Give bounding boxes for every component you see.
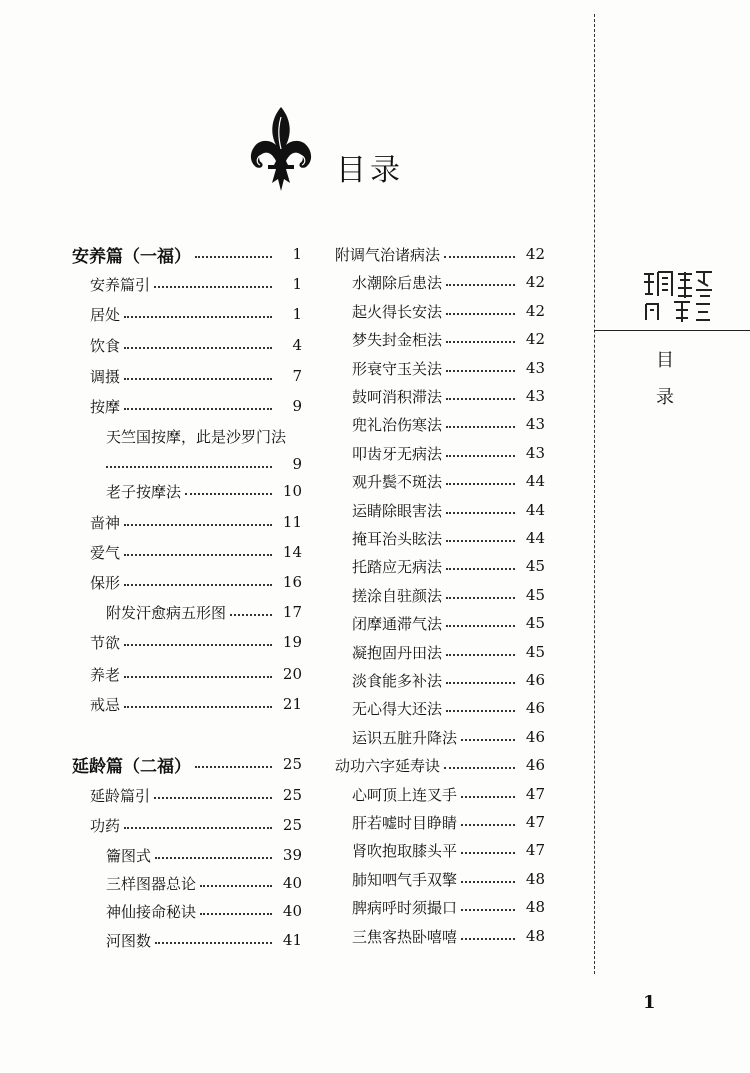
toc-entry-label: 三样图器总论 [106,874,197,893]
toc-page-number: 17 [282,603,302,621]
leader-dots [124,554,272,556]
toc-entry[interactable] [352,469,545,493]
toc-entry[interactable] [90,272,302,296]
leader-dots [195,766,272,768]
toc-entry[interactable] [352,441,545,465]
toc-entry[interactable] [90,813,302,837]
leader-dots [124,827,272,829]
toc-entry[interactable] [90,394,302,418]
toc-entry-label: 淡食能多补法 [352,671,443,690]
toc-entry[interactable] [90,333,302,357]
toc-page-number: 42 [525,302,545,320]
side-tab-char-1: 目 [656,350,674,371]
leader-dots [446,341,515,343]
toc-entry-label: 叩齿牙无病法 [352,444,443,463]
leader-dots [444,767,515,769]
leader-dots [154,286,272,288]
toc-entry-label: 鼓呵消积滞法 [352,387,443,406]
toc-entry[interactable] [90,630,302,654]
toc-entry-label: 安养篇（一福） [72,246,191,267]
toc-entry-label: 养老 [90,665,121,684]
toc-entry[interactable] [352,725,545,749]
toc-entry[interactable] [106,899,302,923]
toc-entry[interactable] [352,867,545,891]
toc-page-number: 47 [525,813,545,831]
leader-dots [446,398,515,400]
toc-entry[interactable] [352,526,545,550]
toc-entry[interactable] [106,452,302,476]
toc-page-number: 47 [525,785,545,803]
toc-entry-label: 延龄篇（二福） [72,756,191,777]
toc-entry-label: 梦失封金柜法 [352,330,443,349]
leader-dots [124,347,272,349]
toc-entry[interactable] [335,242,545,266]
toc-entry[interactable] [352,611,545,635]
toc-entry-label: 爱气 [90,543,121,562]
toc-entry-label: 老子按摩法 [106,482,182,501]
toc-entry-label: 凝抱固丹田法 [352,643,443,662]
toc-entry-label: 啬神 [90,513,121,532]
toc-page-number: 10 [282,482,302,500]
toc-page-number: 45 [525,643,545,661]
toc-entry[interactable] [106,871,302,895]
margin-divider [594,14,595,974]
toc-entry[interactable] [72,752,302,776]
toc-entry-label: 掩耳治头眩法 [352,529,443,548]
toc-entry-label: 神仙接命秘诀 [106,902,197,921]
toc-entry-label: 运识五脏升降法 [352,728,458,747]
toc-page-number: 20 [282,665,302,683]
page-number: 1 [643,992,656,1013]
toc-entry-label: 运睛除眼害法 [352,501,443,520]
leader-dots [446,568,515,570]
leader-dots [461,796,515,798]
toc-page-number: 43 [525,359,545,377]
toc-entry[interactable] [90,692,302,716]
toc-entry-label: 延龄篇引 [90,786,151,805]
toc-entry-label: 形衰守玉关法 [352,359,443,378]
toc-page-number: 43 [525,444,545,462]
side-tab-char-2: 录 [656,387,674,408]
toc-page-number: 40 [282,874,302,892]
toc-entry[interactable] [90,364,302,388]
toc-page-number: 45 [525,557,545,575]
toc-entry-label: 节欲 [90,633,121,652]
leader-dots [444,256,515,258]
toc-page-number: 42 [525,330,545,348]
leader-dots [461,881,515,883]
toc-page-number: 46 [525,728,545,746]
leader-dots [446,597,515,599]
leader-dots [155,942,272,944]
leader-dots [200,885,272,887]
leader-dots [124,524,272,526]
leader-dots [446,483,515,485]
toc-entry-label: 居处 [90,305,121,324]
toc-entry[interactable] [106,843,302,867]
leader-dots [200,913,272,915]
fleur-de-lis-icon [238,105,324,195]
leader-dots [124,378,272,380]
toc-page-number: 44 [525,529,545,547]
toc-page-number: 44 [525,472,545,490]
toc-entry[interactable] [72,242,302,266]
leader-dots [124,706,272,708]
leader-dots [106,466,272,468]
toc-entry[interactable] [352,696,545,720]
toc-entry[interactable] [352,270,545,294]
leader-dots [446,625,515,627]
toc-page-number: 9 [292,455,302,473]
leader-dots [461,852,515,854]
toc-page-number: 25 [282,755,302,773]
toc-entry-label: 戒忌 [90,695,121,714]
toc-entry[interactable] [90,783,302,807]
toc-page-number: 47 [525,841,545,859]
toc-entry-label: 无心得大还法 [352,699,443,718]
leader-dots [124,584,272,586]
toc-entry-label: 饮食 [90,336,121,355]
toc-page-number: 7 [292,367,302,385]
toc-page-number: 1 [292,275,302,293]
toc-page-number: 25 [282,786,302,804]
toc-entry-label: 心呵顶上连叉手 [352,785,458,804]
toc-page-number: 14 [282,543,302,561]
leader-dots [195,256,272,258]
leader-dots [446,455,515,457]
toc-entry[interactable] [106,928,302,952]
toc-page-number: 1 [292,305,302,323]
toc-entry[interactable] [352,356,545,380]
toc-entry-label: 脾病呼时须撮口 [352,898,458,917]
toc-entry[interactable] [352,498,545,522]
toc-entry[interactable] [335,753,545,777]
toc-entry-label: 兜礼治伤寒法 [352,415,443,434]
toc-entry[interactable] [90,540,302,564]
toc-page-number: 45 [525,614,545,632]
toc-entry-label: 保形 [90,573,121,592]
toc-page-number: 41 [282,931,302,949]
toc-entry-label: 闭摩通滞气法 [352,614,443,633]
toc-entry[interactable] [352,327,545,351]
toc-entry-label: 肺知呬气手双擎 [352,870,458,889]
toc-entry[interactable] [90,302,302,326]
toc-entry-label: 调摄 [90,367,121,386]
toc-page-number: 43 [525,387,545,405]
toc-entry-label: 搓涂自驻颜法 [352,586,443,605]
toc-page-number: 42 [525,273,545,291]
toc-page-number: 39 [282,846,302,864]
toc-page-number: 46 [525,756,545,774]
leader-dots [446,682,515,684]
toc-entry-label: 功药 [90,816,121,835]
leader-dots [446,284,515,286]
leader-dots [461,739,515,741]
toc-entry-label: 托踏应无病法 [352,557,443,576]
leader-dots [446,313,515,315]
leader-dots [230,614,272,616]
toc-page-number: 9 [292,397,302,415]
toc-page-number: 11 [282,513,302,531]
toc-entry[interactable] [352,782,545,806]
toc-entry[interactable] [352,554,545,578]
leader-dots [446,710,515,712]
toc-entry[interactable] [352,838,545,862]
toc-entry[interactable] [106,479,302,503]
toc-page-number: 21 [282,695,302,713]
toc-entry[interactable] [352,299,545,323]
toc-entry[interactable] [90,510,302,534]
toc-page-number: 45 [525,586,545,604]
toc-entry[interactable] [90,662,302,686]
toc-entry[interactable] [352,412,545,436]
leader-dots [461,938,515,940]
toc-page-number: 1 [292,245,302,263]
toc-page-number: 44 [525,501,545,519]
leader-dots [124,408,272,410]
toc-page-number: 4 [292,336,302,354]
toc-entry[interactable] [352,384,545,408]
toc-page-number: 42 [525,245,545,263]
leader-dots [124,644,272,646]
toc-entry[interactable] [352,583,545,607]
toc-page-number: 25 [282,816,302,834]
leader-dots [446,426,515,428]
leader-dots [185,493,272,495]
toc-page-number: 19 [282,633,302,651]
leader-dots [124,676,272,678]
toc-page-number: 48 [525,870,545,888]
toc-entry-label: 安养篇引 [90,275,151,294]
toc-entry-label: 按摩 [90,397,121,416]
leader-dots [446,370,515,372]
toc-page-number: 46 [525,699,545,717]
toc-page-number: 40 [282,902,302,920]
leader-dots [124,316,272,318]
leader-dots [154,797,272,799]
page-title: 目录 [336,153,404,188]
toc-page-number: 48 [525,927,545,945]
toc-page-number: 16 [282,573,302,591]
leader-dots [461,909,515,911]
leader-dots [446,654,515,656]
toc-entry-label: 水潮除后患法 [352,273,443,292]
toc-entry-label: 起火得长安法 [352,302,443,321]
toc-entry-label: 肝若嘘时目睁睛 [352,813,458,832]
toc-entry-label: 三焦客热卧嘻嘻 [352,927,458,946]
leader-dots [446,512,515,514]
toc-entry-label: 肾吹抱取膝头平 [352,841,458,860]
toc-entry[interactable] [352,924,545,948]
toc-page-number: 46 [525,671,545,689]
leader-dots [461,824,515,826]
toc-entry-label: 动功六字延寿诀 [335,756,441,775]
toc-entry[interactable] [90,570,302,594]
toc-entry-label: 籥图式 [106,846,152,865]
leader-dots [446,540,515,542]
toc-entry-label: 河图数 [106,931,152,950]
leader-dots [155,857,272,859]
toc-entry-label[interactable]: 天竺国按摩，此是沙罗门法 [106,427,287,446]
toc-entry[interactable] [106,600,302,624]
toc-entry[interactable] [352,895,545,919]
toc-entry-label: 观升鬓不斑法 [352,472,443,491]
toc-page-number: 48 [525,898,545,916]
toc-entry[interactable] [352,668,545,692]
toc-entry-label: 附发汗愈病五形图 [106,603,227,622]
toc-entry-label: 附调气治诸病法 [335,245,441,264]
margin-rule [594,330,750,331]
title-area [238,105,438,195]
toc-page-number: 43 [525,415,545,433]
seal-script-icon [640,268,720,324]
toc-entry[interactable] [352,810,545,834]
toc-entry[interactable] [352,640,545,664]
